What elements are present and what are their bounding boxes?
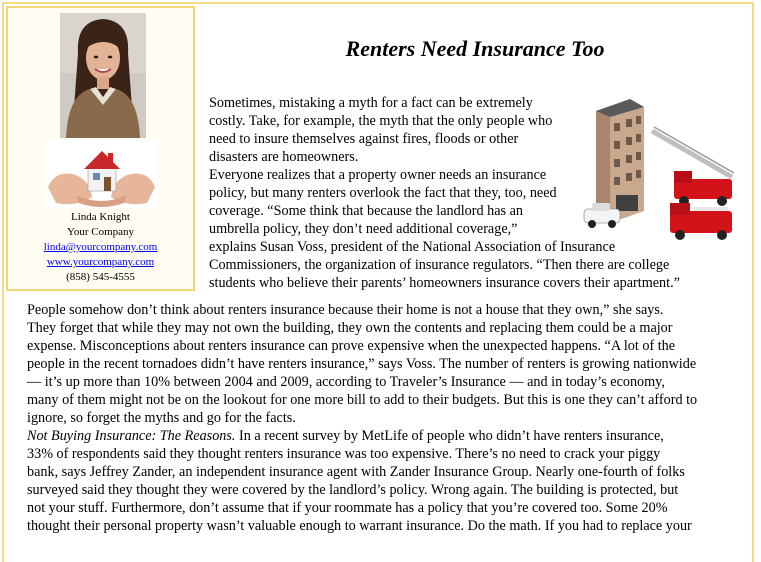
agent-company: Your Company	[66, 226, 135, 238]
agent-name: Linda Knight	[71, 211, 130, 223]
text-line: expense. Misconceptions about renters insurance can prove expensive when the unexpected happens. “A lot of the	[27, 338, 676, 354]
text-line: Commissioners, the organization of insurance regulators. “Then there are college	[209, 257, 670, 273]
text-line: many of them might not be on the lookout for one more bill to add to their budgets. But this is one they can’t afford to	[27, 392, 698, 408]
section-subhead: Not Buying Insurance: The Reasons.	[27, 428, 236, 444]
text-line: People somehow don’t think about renters insurance because their home is not a house that they own,” she says.	[27, 302, 664, 318]
agent-sidebar	[6, 6, 195, 291]
agent-phone: (858) 545-4555	[66, 271, 135, 283]
house-in-hands-photo	[46, 139, 157, 208]
text-line: people in the recent tornadoes didn’t have renters insurance,” says Voss. The number of renters is growing nationwide	[27, 356, 697, 372]
article-intro	[209, 94, 680, 292]
text-line: policy, but many renters overlook the fact that they, too, need	[209, 185, 557, 201]
text-line: ignore, so forget the myths and go for the facts.	[27, 410, 296, 426]
text-line: costly. Take, for example, the myth that the only people who	[209, 113, 553, 129]
agent-email-link[interactable]: linda@yourcompany.com	[43, 241, 158, 253]
text-line: surveyed said they thought they were covered by the landlord’s policy. Wrong again. The building is protected, but	[27, 482, 679, 498]
text-line: Everyone realizes that a property owner needs an insurance	[209, 167, 547, 183]
text-line: need to insure themselves against fires, floods or other	[209, 131, 519, 147]
text-line: disasters are homeowners.	[209, 149, 359, 165]
text-line: 33% of respondents said they thought renters insurance was too expensive. There’s no need to crack your piggy	[27, 446, 661, 462]
subhead-line	[27, 427, 735, 445]
text-line: thought their personal property wasn’t valuable enough to warrant insurance. Do the math. If you had to replace your	[27, 518, 692, 534]
text-line: bank, says Jeffrey Zander, an independent insurance agent with Zander Insurance Group. Nearly one-fourth of folks	[27, 464, 685, 480]
text-line: Sometimes, mistaking a myth for a fact can be extremely	[209, 95, 533, 111]
text-line: umbrella policy, they don’t need additional coverage,”	[209, 221, 518, 237]
text-line: — it’s up more than 10% between 2004 and 2009, according to Traveler’s Insurance — and in today’s economy,	[27, 374, 665, 390]
article-title: Renters Need Insurance Too	[345, 36, 605, 61]
text-line: coverage. “Some think that because the landlord has an	[209, 203, 523, 219]
agent-photo	[60, 13, 146, 138]
text-line: explains Susan Voss, president of the National Association of Insurance	[209, 239, 616, 255]
article-body	[27, 301, 735, 535]
text-line: not your stuff. Furthermore, don’t assume that if your roommate has a policy that you’re covered too. Some 20%	[27, 500, 668, 516]
text-line: students who believe their parents’ homeowners insurance covers their apartment.”	[209, 275, 680, 291]
text-line: They forget that while they may not own the building, they own the contents and replacing them could be a major	[27, 320, 673, 336]
agent-website-link[interactable]: www.yourcompany.com	[46, 256, 155, 268]
agent-contact	[8, 210, 193, 285]
subhead-text: In a recent survey by MetLife of people who didn’t have renters insurance,	[235, 428, 664, 444]
